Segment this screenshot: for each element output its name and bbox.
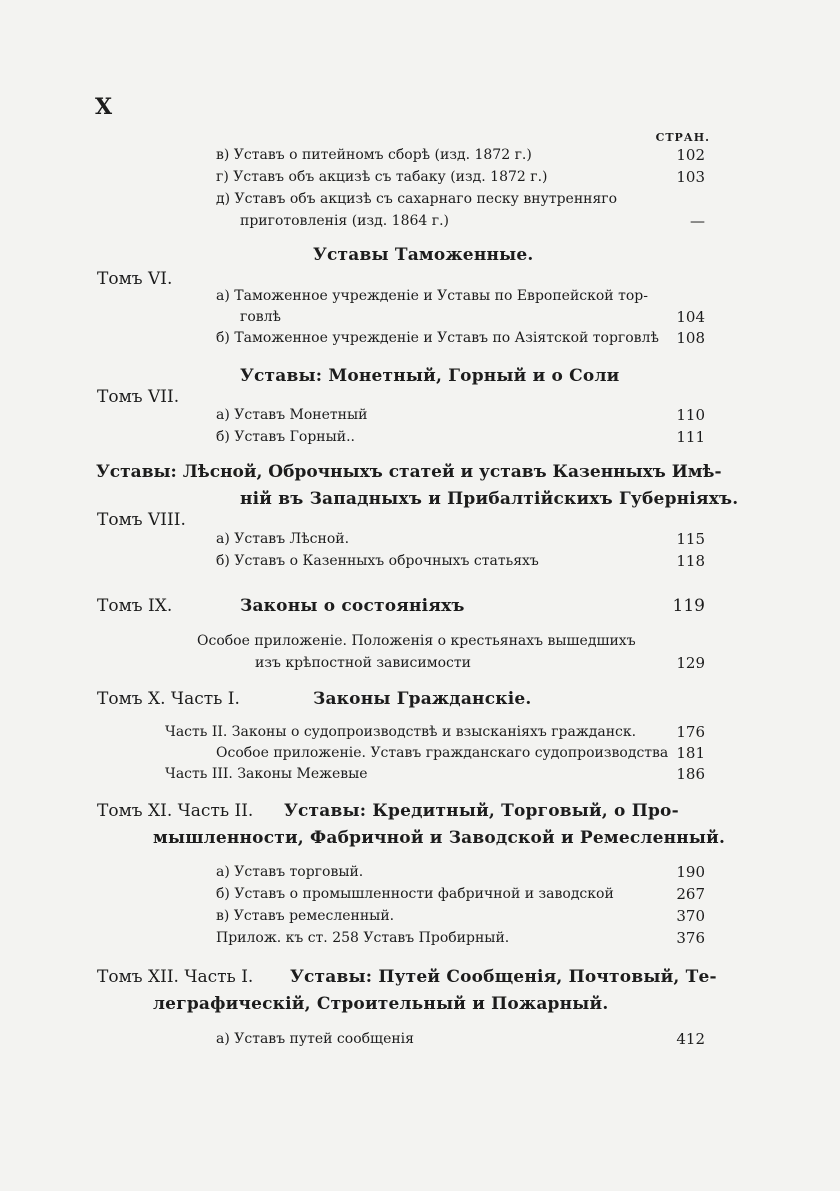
- entry-text: г) Уставъ объ акцизѣ съ табаку (изд. 1872 г.): [216, 169, 548, 185]
- entry-page: 118: [676, 552, 705, 570]
- entry-page: 190: [676, 863, 705, 881]
- entry-text: б) Таможенное учрежденіе и Уставъ по Азіятской торговлѣ: [216, 330, 659, 346]
- entry-text: а) Уставъ путей сообщенія: [216, 1031, 414, 1047]
- entry-page: 186: [676, 765, 705, 783]
- entry-text: б) Уставъ о промышленности фабричной и заводской: [216, 886, 614, 902]
- entry-text: б) Уставъ о Казенныхъ оброчныхъ статьяхъ: [216, 553, 539, 569]
- section-heading: Законы о состояніяхъ: [240, 596, 465, 616]
- entry-page: 181: [676, 744, 705, 762]
- section-heading: Уставы: Путей Сообщенія, Почтовый, Те-: [290, 967, 717, 987]
- section-heading: Законы Гражданскіе.: [313, 689, 532, 709]
- entry-text: изъ крѣпостной зависимости: [255, 655, 471, 671]
- entry-page: 108: [676, 329, 705, 347]
- entry-text: в) Уставъ ремесленный.: [216, 908, 395, 924]
- entry-page: 412: [676, 1030, 705, 1048]
- entry-text: а) Уставъ Монетный: [216, 407, 368, 423]
- volume-label: Томъ XI. Часть II.: [97, 801, 254, 821]
- entry-page: 129: [676, 654, 705, 672]
- section-heading: мышленности, Фабричной и Заводской и Ремесленный.: [153, 828, 726, 848]
- section-heading: леграфическій, Строительный и Пожарный.: [153, 994, 609, 1014]
- entry-page: 103: [676, 168, 705, 186]
- volume-label: Томъ VII.: [97, 387, 180, 407]
- column-header: СТРАН.: [655, 131, 710, 144]
- entry-page: 104: [676, 308, 705, 326]
- entry-text: говлѣ: [240, 309, 281, 325]
- entry-page: 115: [676, 530, 705, 548]
- entry-text: Особое приложеніе. Уставъ гражданскаго судопроизводства: [216, 745, 669, 761]
- entry-text: а) Таможенное учрежденіе и Уставы по Европейской тор-: [216, 288, 648, 304]
- section-heading: Уставы: Кредитный, Торговый, о Про-: [284, 801, 679, 821]
- entry-text: Прилож. къ ст. 258 Уставъ Пробирный.: [216, 930, 510, 946]
- entry-page: 376: [676, 929, 705, 947]
- section-heading: Уставы Таможенные.: [313, 245, 534, 265]
- entry-text: Часть III. Законы Межевые: [165, 766, 368, 782]
- page-number: X: [95, 94, 113, 120]
- section-heading: ній въ Западныхъ и Прибалтійскихъ Губерніяхъ.: [240, 489, 739, 509]
- section-heading: Уставы: Лѣсной, Оброчныхъ статей и уставъ Казенныхъ Имѣ-: [96, 462, 722, 482]
- volume-label: Томъ VIII.: [97, 510, 186, 530]
- volume-label: Томъ XII. Часть I.: [97, 967, 254, 987]
- entry-page: 370: [676, 907, 705, 925]
- section-heading: Уставы: Монетный, Горный и о Соли: [240, 366, 620, 386]
- entry-page: 102: [676, 146, 705, 164]
- entry-text: приготовленія (изд. 1864 г.): [240, 213, 449, 229]
- entry-page: 267: [676, 885, 705, 903]
- entry-text: д) Уставъ объ акцизѣ съ сахарнаго песку внутренняго: [216, 191, 618, 207]
- volume-label: Томъ IX.: [97, 596, 173, 616]
- entry-page: 176: [676, 723, 705, 741]
- entry-text: б) Уставъ Горный..: [216, 429, 355, 445]
- entry-page: 110: [676, 406, 705, 424]
- volume-label: Томъ X. Часть I.: [97, 689, 240, 709]
- entry-page: 111: [676, 428, 705, 446]
- entry-page: —: [690, 212, 705, 230]
- entry-text: Особое приложеніе. Положенія о крестьянахъ вышедшихъ: [197, 633, 636, 649]
- entry-text: Часть II. Законы о судопроизводствѣ и взысканіяхъ гражданск.: [165, 724, 637, 740]
- volume-label: Томъ VI.: [97, 269, 173, 289]
- entry-text: в) Уставъ о питейномъ сборѣ (изд. 1872 г.): [216, 147, 532, 163]
- entry-text: а) Уставъ Лѣсной.: [216, 531, 350, 547]
- entry-text: а) Уставъ торговый.: [216, 864, 364, 880]
- entry-page: 119: [672, 596, 705, 616]
